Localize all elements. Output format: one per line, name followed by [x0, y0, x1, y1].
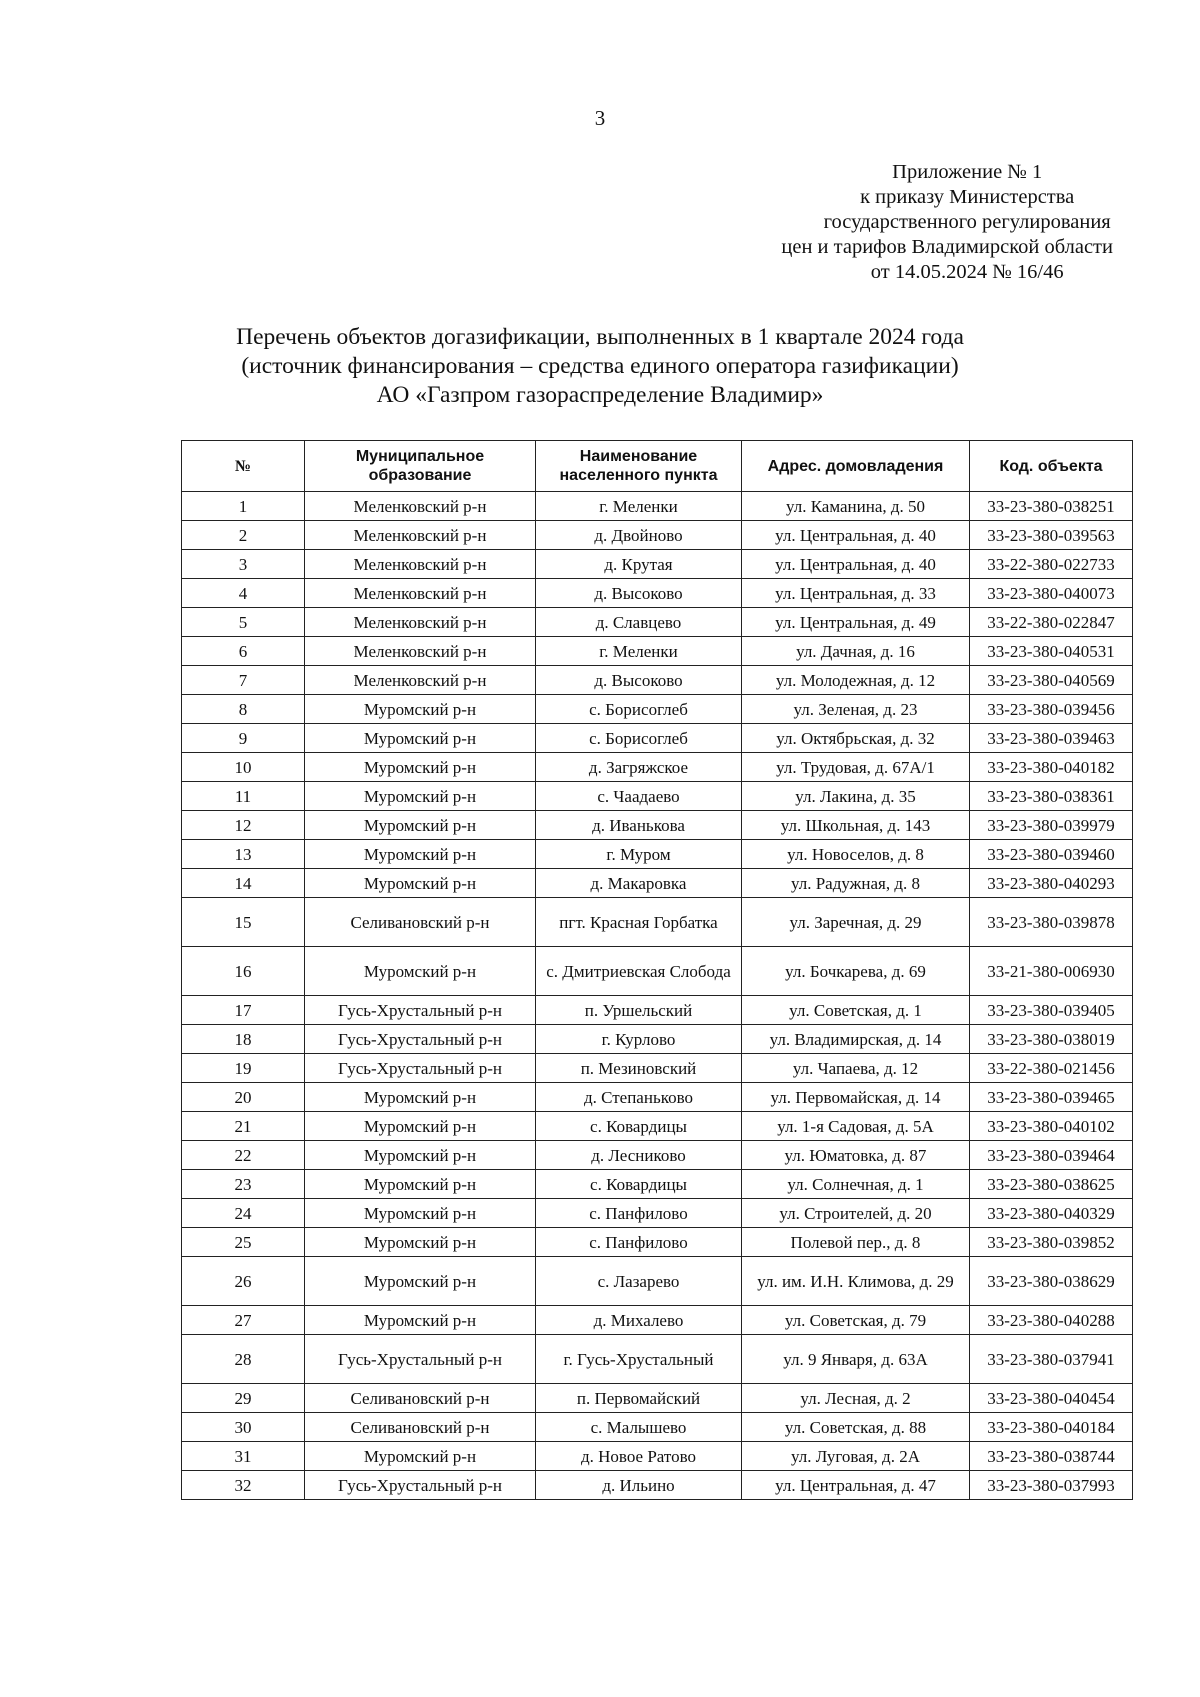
cell-address: ул. Заречная, д. 29 [742, 898, 970, 947]
table-row [182, 1335, 1133, 1384]
table-row [182, 492, 1133, 521]
cell-settlement: с. Лазарево [536, 1257, 742, 1306]
cell-code: 33-23-380-038251 [970, 492, 1133, 521]
cell-num: 22 [182, 1141, 305, 1170]
cell-settlement: с. Дмитриевская Слобода [536, 947, 742, 996]
cell-num: 4 [182, 579, 305, 608]
cell-address: ул. Чапаева, д. 12 [742, 1054, 970, 1083]
header-municipality: Муниципальное образование [305, 441, 536, 492]
cell-municipality: Селивановский р-н [305, 1384, 536, 1413]
cell-settlement: д. Двойново [536, 521, 742, 550]
cell-code: 33-23-380-038361 [970, 782, 1133, 811]
table-row [182, 947, 1133, 996]
table-row [182, 1306, 1133, 1335]
cell-code: 33-23-380-039405 [970, 996, 1133, 1025]
cell-settlement: д. Макаровка [536, 869, 742, 898]
table-row [182, 1170, 1133, 1199]
cell-code: 33-23-380-039852 [970, 1228, 1133, 1257]
table-row [182, 869, 1133, 898]
cell-municipality: Селивановский р-н [305, 1413, 536, 1442]
cell-address: ул. Молодежная, д. 12 [742, 666, 970, 695]
cell-settlement: г. Меленки [536, 492, 742, 521]
cell-address: ул. Каманина, д. 50 [742, 492, 970, 521]
cell-num: 16 [182, 947, 305, 996]
table-row [182, 782, 1133, 811]
cell-code: 33-23-380-039563 [970, 521, 1133, 550]
cell-settlement: д. Ильино [536, 1471, 742, 1500]
cell-settlement: п. Первомайский [536, 1384, 742, 1413]
cell-address: ул. Владимирская, д. 14 [742, 1025, 970, 1054]
cell-code: 33-23-380-038744 [970, 1442, 1133, 1471]
cell-num: 8 [182, 695, 305, 724]
title-line-1: Перечень объектов догазификации, выполненных в 1 квартале 2024 года [236, 324, 964, 350]
cell-settlement: д. Загряжское [536, 753, 742, 782]
cell-address: ул. Первомайская, д. 14 [742, 1083, 970, 1112]
cell-address: ул. Солнечная, д. 1 [742, 1170, 970, 1199]
table-row [182, 1199, 1133, 1228]
cell-municipality: Меленковский р-н [305, 492, 536, 521]
cell-municipality: Муромский р-н [305, 1170, 536, 1199]
cell-code: 33-23-380-037993 [970, 1471, 1133, 1500]
cell-settlement: п. Мезиновский [536, 1054, 742, 1083]
cell-municipality: Муромский р-н [305, 1257, 536, 1306]
cell-num: 24 [182, 1199, 305, 1228]
header-code: Код. объекта [970, 441, 1133, 492]
cell-address: ул. Лакина, д. 35 [742, 782, 970, 811]
document-title [0, 323, 1200, 410]
cell-municipality: Муромский р-н [305, 840, 536, 869]
cell-num: 26 [182, 1257, 305, 1306]
cell-code: 33-23-380-040569 [970, 666, 1133, 695]
table-row [182, 1413, 1133, 1442]
cell-settlement: пгт. Красная Горбатка [536, 898, 742, 947]
cell-municipality: Гусь-Хрустальный р-н [305, 1054, 536, 1083]
cell-address: Полевой пер., д. 8 [742, 1228, 970, 1257]
cell-code: 33-23-380-039464 [970, 1141, 1133, 1170]
cell-num: 21 [182, 1112, 305, 1141]
table-row [182, 753, 1133, 782]
cell-num: 14 [182, 869, 305, 898]
cell-settlement: д. Иванькова [536, 811, 742, 840]
appendix-line-3: государственного регулирования [823, 211, 1111, 233]
table-row [182, 1141, 1133, 1170]
appendix-header [781, 160, 1113, 285]
cell-municipality: Муромский р-н [305, 1112, 536, 1141]
cell-settlement: г. Курлово [536, 1025, 742, 1054]
table-row [182, 1471, 1133, 1500]
cell-code: 33-23-380-039878 [970, 898, 1133, 947]
cell-address: ул. Школьная, д. 143 [742, 811, 970, 840]
table-row [182, 1054, 1133, 1083]
cell-address: ул. Советская, д. 88 [742, 1413, 970, 1442]
cell-settlement: с. Панфилово [536, 1228, 742, 1257]
cell-address: ул. Центральная, д. 40 [742, 521, 970, 550]
cell-num: 12 [182, 811, 305, 840]
cell-address: ул. Советская, д. 1 [742, 996, 970, 1025]
cell-address: ул. 9 Января, д. 63А [742, 1335, 970, 1384]
cell-settlement: д. Лесниково [536, 1141, 742, 1170]
cell-settlement: с. Малышево [536, 1413, 742, 1442]
cell-address: ул. Трудовая, д. 67А/1 [742, 753, 970, 782]
table-body [182, 492, 1133, 1500]
cell-address: ул. Юматовка, д. 87 [742, 1141, 970, 1170]
cell-settlement: г. Гусь-Хрустальный [536, 1335, 742, 1384]
cell-address: ул. Новоселов, д. 8 [742, 840, 970, 869]
cell-num: 15 [182, 898, 305, 947]
cell-settlement: г. Меленки [536, 637, 742, 666]
cell-address: ул. Зеленая, д. 23 [742, 695, 970, 724]
cell-settlement: с. Борисоглеб [536, 724, 742, 753]
cell-num: 30 [182, 1413, 305, 1442]
cell-settlement: д. Крутая [536, 550, 742, 579]
cell-address: ул. Октябрьская, д. 32 [742, 724, 970, 753]
appendix-line-2: к приказу Министерства [860, 186, 1075, 208]
cell-num: 13 [182, 840, 305, 869]
cell-num: 10 [182, 753, 305, 782]
cell-settlement: д. Новое Ратово [536, 1442, 742, 1471]
cell-code: 33-23-380-040329 [970, 1199, 1133, 1228]
table-row [182, 1442, 1133, 1471]
cell-settlement: с. Чаадаево [536, 782, 742, 811]
cell-municipality: Муромский р-н [305, 1141, 536, 1170]
cell-num: 29 [182, 1384, 305, 1413]
cell-municipality: Муромский р-н [305, 1306, 536, 1335]
cell-address: ул. Центральная, д. 49 [742, 608, 970, 637]
cell-address: ул. Центральная, д. 47 [742, 1471, 970, 1500]
cell-code: 33-23-380-039460 [970, 840, 1133, 869]
table-row [182, 550, 1133, 579]
cell-code: 33-22-380-021456 [970, 1054, 1133, 1083]
cell-code: 33-23-380-039465 [970, 1083, 1133, 1112]
cell-municipality: Муромский р-н [305, 1083, 536, 1112]
cell-settlement: д. Михалево [536, 1306, 742, 1335]
cell-num: 6 [182, 637, 305, 666]
table-row [182, 1083, 1133, 1112]
cell-settlement: д. Славцево [536, 608, 742, 637]
cell-municipality: Муромский р-н [305, 753, 536, 782]
cell-municipality: Гусь-Хрустальный р-н [305, 1025, 536, 1054]
table-row [182, 608, 1133, 637]
cell-municipality: Муромский р-н [305, 947, 536, 996]
cell-address: ул. им. И.Н. Климова, д. 29 [742, 1257, 970, 1306]
cell-num: 20 [182, 1083, 305, 1112]
title-line-2: (источник финансирования – средства единого оператора газификации) [241, 353, 959, 379]
cell-num: 25 [182, 1228, 305, 1257]
header-settlement: Наименование населенного пункта [536, 441, 742, 492]
cell-settlement: с. Ковардицы [536, 1170, 742, 1199]
table-row [182, 724, 1133, 753]
cell-address: ул. Дачная, д. 16 [742, 637, 970, 666]
table-header-row [182, 441, 1133, 492]
table-row [182, 521, 1133, 550]
cell-municipality: Меленковский р-н [305, 608, 536, 637]
header-address: Адрес. домовладения [742, 441, 970, 492]
cell-settlement: п. Уршельский [536, 996, 742, 1025]
cell-num: 5 [182, 608, 305, 637]
table-row [182, 637, 1133, 666]
table-row [182, 840, 1133, 869]
cell-address: ул. Бочкарева, д. 69 [742, 947, 970, 996]
cell-municipality: Муромский р-н [305, 869, 536, 898]
table-row [182, 1025, 1133, 1054]
cell-municipality: Меленковский р-н [305, 637, 536, 666]
cell-address: ул. Луговая, д. 2А [742, 1442, 970, 1471]
cell-num: 32 [182, 1471, 305, 1500]
cell-municipality: Селивановский р-н [305, 898, 536, 947]
cell-municipality: Меленковский р-н [305, 579, 536, 608]
cell-num: 27 [182, 1306, 305, 1335]
cell-settlement: д. Высоково [536, 579, 742, 608]
cell-code: 33-23-380-037941 [970, 1335, 1133, 1384]
cell-num: 9 [182, 724, 305, 753]
table-row [182, 1384, 1133, 1413]
cell-municipality: Муромский р-н [305, 724, 536, 753]
cell-settlement: с. Панфилово [536, 1199, 742, 1228]
cell-num: 19 [182, 1054, 305, 1083]
table-row [182, 898, 1133, 947]
table-row [182, 1228, 1133, 1257]
appendix-line-5: от 14.05.2024 № 16/46 [870, 261, 1064, 283]
cell-num: 31 [182, 1442, 305, 1471]
cell-num: 11 [182, 782, 305, 811]
cell-code: 33-23-380-039463 [970, 724, 1133, 753]
cell-code: 33-23-380-040288 [970, 1306, 1133, 1335]
cell-num: 7 [182, 666, 305, 695]
table-row [182, 695, 1133, 724]
cell-municipality: Муромский р-н [305, 1199, 536, 1228]
cell-municipality: Меленковский р-н [305, 550, 536, 579]
cell-municipality: Муромский р-н [305, 1228, 536, 1257]
table-row [182, 996, 1133, 1025]
table-row [182, 666, 1133, 695]
cell-settlement: г. Муром [536, 840, 742, 869]
appendix-line-1: Приложение № 1 [892, 161, 1043, 183]
cell-code: 33-23-380-040184 [970, 1413, 1133, 1442]
table-row [182, 579, 1133, 608]
cell-code: 33-23-380-040293 [970, 869, 1133, 898]
cell-code: 33-23-380-040073 [970, 579, 1133, 608]
cell-code: 33-23-380-040531 [970, 637, 1133, 666]
page-number: 3 [594, 106, 606, 130]
cell-municipality: Муромский р-н [305, 811, 536, 840]
cell-address: ул. Строителей, д. 20 [742, 1199, 970, 1228]
cell-num: 28 [182, 1335, 305, 1384]
table-row [182, 1257, 1133, 1306]
cell-municipality: Муромский р-н [305, 1442, 536, 1471]
table-row [182, 1112, 1133, 1141]
cell-code: 33-23-380-038019 [970, 1025, 1133, 1054]
appendix-line-4: цен и тарифов Владимирской области [781, 236, 1113, 258]
cell-settlement: д. Степаньково [536, 1083, 742, 1112]
cell-code: 33-23-380-039979 [970, 811, 1133, 840]
cell-address: ул. Центральная, д. 40 [742, 550, 970, 579]
cell-code: 33-23-380-038629 [970, 1257, 1133, 1306]
cell-municipality: Гусь-Хрустальный р-н [305, 1471, 536, 1500]
cell-settlement: д. Высоково [536, 666, 742, 695]
cell-address: ул. Лесная, д. 2 [742, 1384, 970, 1413]
cell-code: 33-23-380-039456 [970, 695, 1133, 724]
cell-num: 1 [182, 492, 305, 521]
cell-code: 33-23-380-038625 [970, 1170, 1133, 1199]
cell-code: 33-22-380-022847 [970, 608, 1133, 637]
header-num: № [182, 441, 305, 492]
cell-code: 33-21-380-006930 [970, 947, 1133, 996]
cell-code: 33-23-380-040182 [970, 753, 1133, 782]
cell-municipality: Муромский р-н [305, 695, 536, 724]
cell-settlement: с. Борисоглеб [536, 695, 742, 724]
cell-num: 18 [182, 1025, 305, 1054]
table-row [182, 811, 1133, 840]
cell-address: ул. Советская, д. 79 [742, 1306, 970, 1335]
cell-municipality: Муромский р-н [305, 782, 536, 811]
cell-num: 2 [182, 521, 305, 550]
cell-address: ул. 1-я Садовая, д. 5А [742, 1112, 970, 1141]
cell-municipality: Гусь-Хрустальный р-н [305, 996, 536, 1025]
cell-settlement: с. Ковардицы [536, 1112, 742, 1141]
objects-table [181, 440, 1133, 1500]
cell-num: 17 [182, 996, 305, 1025]
cell-municipality: Меленковский р-н [305, 666, 536, 695]
cell-address: ул. Центральная, д. 33 [742, 579, 970, 608]
cell-address: ул. Радужная, д. 8 [742, 869, 970, 898]
cell-code: 33-23-380-040102 [970, 1112, 1133, 1141]
cell-code: 33-22-380-022733 [970, 550, 1133, 579]
cell-code: 33-23-380-040454 [970, 1384, 1133, 1413]
cell-municipality: Гусь-Хрустальный р-н [305, 1335, 536, 1384]
title-line-3: АО «Газпром газораспределение Владимир» [376, 382, 824, 408]
cell-municipality: Меленковский р-н [305, 521, 536, 550]
cell-num: 23 [182, 1170, 305, 1199]
cell-num: 3 [182, 550, 305, 579]
